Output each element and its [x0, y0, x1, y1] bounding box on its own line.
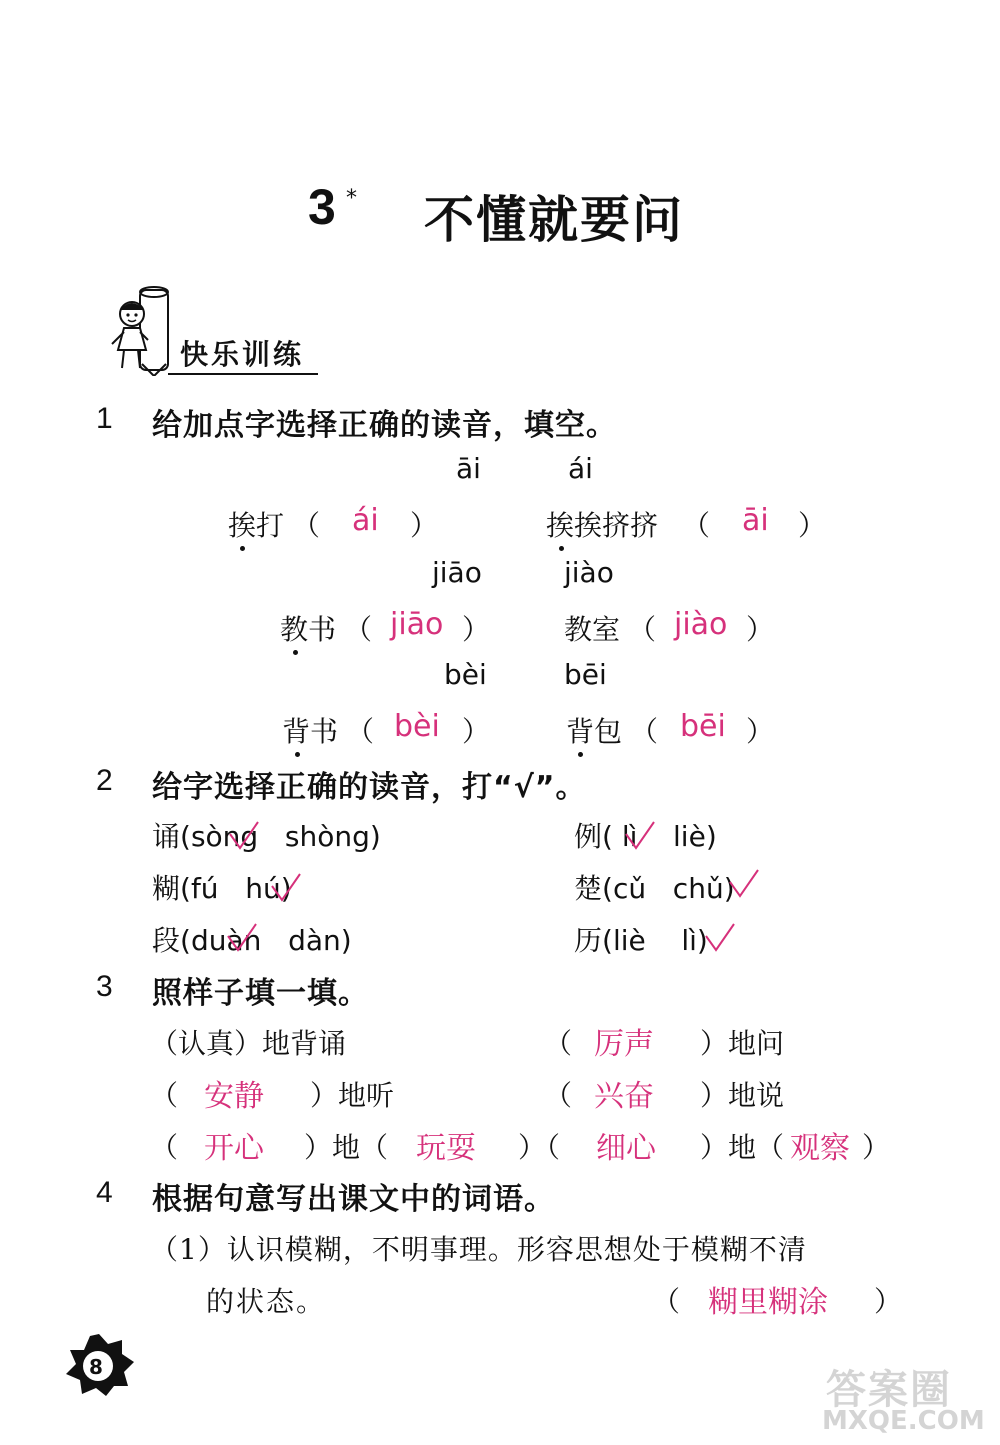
checkmark-icon: [224, 920, 260, 956]
q3-suffix: ）地（: [304, 1131, 389, 1164]
emphasis-dot: [295, 752, 300, 757]
q1-word: 教书: [280, 613, 337, 646]
q3-answer: 厉声: [594, 1027, 654, 1062]
q3-suffix: ）地（: [700, 1131, 785, 1164]
q3-answer: 兴奋: [594, 1079, 654, 1114]
section-underline: [168, 373, 318, 375]
q1-prompt: 给加点字选择正确的读音，填空。: [152, 408, 617, 443]
q2-item: 历(liè lì): [574, 924, 708, 957]
q1-option: ái: [568, 452, 593, 485]
open-paren: （: [652, 1285, 681, 1318]
q2-item: 楚(cǔ chǔ): [574, 872, 735, 905]
girl-with-pencil-icon: [108, 284, 178, 376]
q1-answer: āi: [742, 503, 769, 538]
section-label: 快乐训练: [180, 338, 305, 371]
q3-suffix: ）地听: [310, 1079, 395, 1112]
q1-option: bēi: [564, 658, 607, 691]
lesson-title: 不懂就要问: [424, 190, 684, 249]
q3-suffix: ）地说: [700, 1079, 785, 1112]
q2-item: 诵(sòng shòng): [152, 820, 381, 853]
q3-suffix: ）地问: [700, 1027, 785, 1060]
close-paren: ）: [746, 613, 775, 646]
q4-prompt: 根据句意写出课文中的词语。: [152, 1182, 555, 1217]
q4-answer: 糊里糊涂: [708, 1285, 828, 1320]
watermark-logo: 答案圈: [826, 1367, 952, 1413]
q1-answer: bèi: [394, 709, 440, 744]
emphasis-dot: [559, 546, 564, 551]
close-paren: ）: [862, 1131, 891, 1164]
q1-word: 背包: [566, 715, 623, 748]
q4-item1-text: （1）认识模糊，不明事理。形容思想处于模糊不清: [150, 1233, 807, 1266]
close-paren: ）: [410, 509, 439, 542]
checkmark-icon: [226, 818, 262, 854]
emphasis-dot: [293, 650, 298, 655]
q2-item: 糊(fú hú): [152, 872, 292, 905]
open-paren: （: [682, 509, 711, 542]
lesson-number: 3: [308, 179, 336, 235]
q1-option: bèi: [444, 658, 487, 691]
q2-number: 2: [96, 764, 113, 797]
lesson-star: *: [346, 186, 357, 211]
checkmark-icon: [726, 866, 762, 902]
open-paren: （: [344, 613, 373, 646]
q1-answer: ái: [352, 503, 379, 538]
checkmark-icon: [702, 920, 738, 956]
q1-word: 挨挨挤挤: [546, 509, 659, 542]
page-number: 8: [89, 1355, 103, 1379]
q4-item1-text-cont: 的状态。: [206, 1285, 327, 1318]
open-paren: （: [150, 1131, 179, 1164]
q1-word: 背书: [282, 715, 339, 748]
q1-option: jiāo: [432, 556, 482, 589]
emphasis-dot: [240, 546, 245, 551]
q3-answer: 观察: [790, 1131, 850, 1166]
close-paren: ）: [746, 715, 775, 748]
q1-number: 1: [96, 402, 113, 435]
q2-item: 段(duàn dàn): [152, 924, 352, 957]
close-paren: ）: [874, 1285, 903, 1318]
q1-answer: bēi: [680, 709, 726, 744]
checkmark-icon: [268, 870, 304, 906]
watermark-url: MXQE.COM: [822, 1406, 985, 1436]
close-paren: ）: [462, 613, 491, 646]
q3-number: 3: [96, 970, 113, 1003]
q1-option: jiào: [564, 556, 614, 589]
open-paren: （: [292, 509, 321, 542]
q4-number: 4: [96, 1176, 113, 1209]
q3-answer: 玩耍: [416, 1131, 476, 1166]
q3-answer: 开心: [204, 1131, 264, 1166]
close-paren: ）: [798, 509, 827, 542]
q1-answer: jiāo: [390, 607, 444, 642]
open-paren: （: [544, 1027, 573, 1060]
q1-option: āi: [456, 452, 481, 485]
q3-answer: 细心: [596, 1131, 656, 1166]
q2-item: 例( lì liè): [574, 820, 717, 853]
open-paren: （: [544, 1079, 573, 1112]
q3-mid: ）（: [518, 1131, 561, 1164]
open-paren: （: [628, 613, 657, 646]
open-paren: （: [346, 715, 375, 748]
q3-answer: 安静: [204, 1079, 264, 1114]
q1-answer: jiào: [674, 607, 728, 642]
checkmark-icon: [622, 818, 658, 854]
q1-word: 教室: [564, 613, 621, 646]
q2-prompt: 给字选择正确的读音，打“√”。: [152, 770, 587, 805]
open-paren: （: [630, 715, 659, 748]
emphasis-dot: [578, 752, 583, 757]
q3-example: （认真）地背诵: [150, 1027, 347, 1060]
q1-word: 挨打: [228, 509, 285, 542]
close-paren: ）: [462, 715, 491, 748]
q3-prompt: 照样子填一填。: [152, 976, 369, 1011]
open-paren: （: [150, 1079, 179, 1112]
